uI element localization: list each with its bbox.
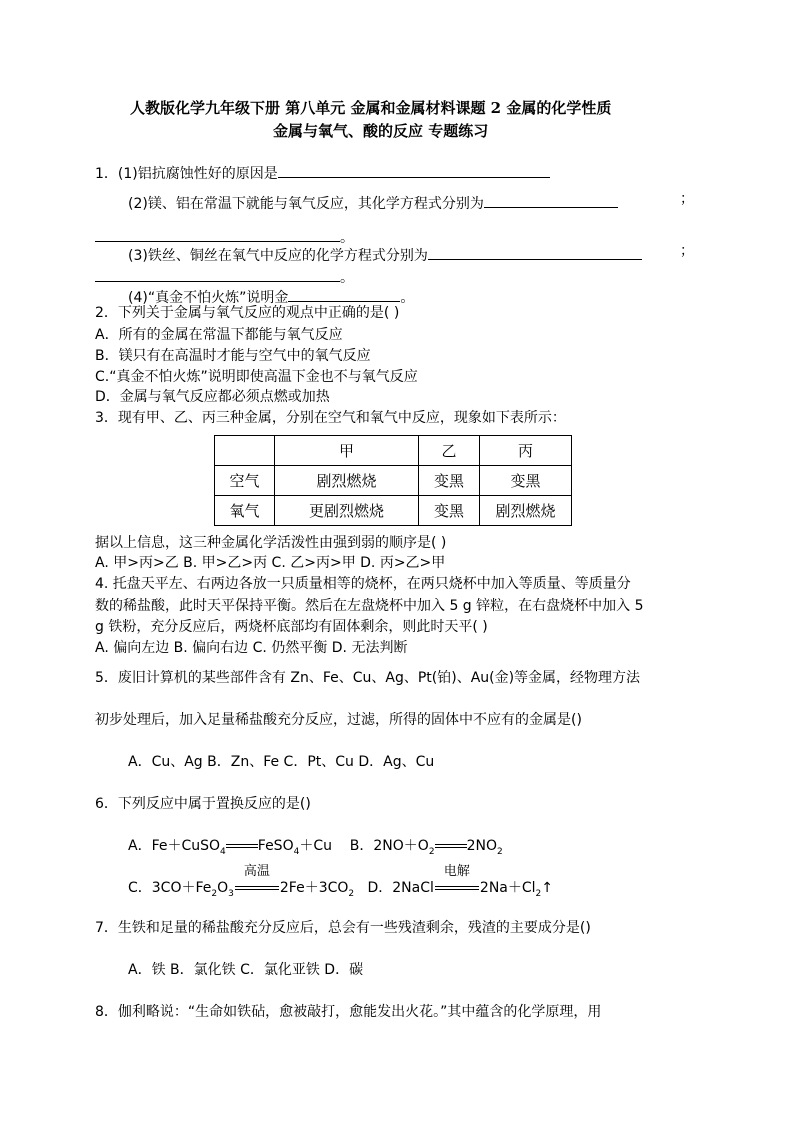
q4-options: A. 偏向左边 B. 偏向右边 C. 仍然平衡 D. 无法判断: [95, 640, 408, 656]
reaction-condition: [434, 864, 480, 895]
equals-sign: [435, 886, 479, 890]
q1-semicolon: ；: [680, 191, 694, 207]
q5-line2: 初步处理后，加入足量稀盐酸充分反应，过滤，所得的固体中不应有的金属是(): [95, 712, 582, 728]
q1-part2-text: (2)镁、铝在常温下就能与氧气反应，其化学方程式分别为: [128, 196, 484, 212]
subscript: 2: [496, 846, 503, 857]
q2-option-d: D．金属与氧气反应都必须点燃或加热: [95, 389, 330, 405]
q6-b-label: B．2NO＋O: [349, 838, 429, 854]
page-title-line2: 金属与氧气、酸的反应 专题练习: [273, 122, 489, 140]
q8-stem: 8．伽利略说：“生命如铁砧，愈被敲打，愈能发出火花。”其中蕴含的化学原理，用: [95, 1004, 602, 1020]
q6-options-ab: [128, 839, 503, 857]
q1-part1: [95, 162, 550, 181]
q1-part3-line2: [95, 266, 354, 285]
table-cell: 空气: [215, 466, 275, 496]
subscript: 2: [428, 846, 435, 857]
table-cell: 变黑: [419, 496, 480, 526]
q5-line1: 5．废旧计算机的某些部件含有 Zn、Fe、Cu、Ag、Pt(铂)、Au(金)等金属，经物理方法: [95, 670, 641, 686]
q2-option-b: B．镁只有在高温时才能与空气中的氧气反应: [95, 348, 371, 364]
q6-options-cd: [128, 864, 553, 899]
period: 。: [400, 290, 415, 306]
reaction-table: [214, 435, 572, 526]
answer-blank[interactable]: [95, 266, 340, 282]
q2-option-a: A．所有的金属在常温下都能与氧气反应: [95, 327, 343, 343]
q6-d-product: 2Na＋Cl: [479, 880, 536, 896]
q1-part3: [128, 244, 642, 263]
period: 。: [340, 230, 354, 246]
table-cell: 剧烈燃烧: [275, 466, 419, 496]
equals-sign: [226, 844, 258, 848]
table-cell: 变黑: [419, 466, 480, 496]
gas-up-arrow-icon: ↑: [541, 880, 553, 896]
q6-a-end: ＋Cu: [299, 838, 332, 854]
q6-a-product: FeSO: [257, 838, 294, 854]
subscript: 3: [228, 888, 234, 899]
q2-option-c: C.“真金不怕火炼”说明即使高温下金也不与氧气反应: [95, 369, 418, 385]
q3-stem: 3．现有甲、乙、丙三种金属，分别在空气和氧气中反应，现象如下表所示：: [95, 410, 566, 426]
q2-stem: 2．下列关于金属与氧气反应的观点中正确的是( ): [95, 305, 400, 321]
q1-part2: [128, 192, 618, 211]
q6-d-label: D．2NaCl: [367, 880, 434, 896]
table-row: [215, 496, 572, 526]
q3-question: 据以上信息，这三种金属化学活泼性由强到弱的顺序是( ): [95, 535, 447, 551]
q6-b-product: 2NO: [466, 838, 497, 854]
table-header-cell: 甲: [275, 436, 419, 466]
table-row: [215, 466, 572, 496]
subscript: 2: [535, 888, 542, 899]
answer-blank[interactable]: [484, 192, 618, 208]
equals-sign: [435, 844, 467, 848]
q7-stem: 7．生铁和足量的稀盐酸充分反应后，总会有一些残渣剩余，残渣的主要成分是(): [95, 920, 591, 936]
subscript: 4: [220, 846, 226, 857]
q5-options: A．Cu、Ag B．Zn、Fe C．Pt、Cu D．Ag、Cu: [128, 754, 435, 770]
condition-label: 高温: [243, 864, 270, 879]
q1-semicolon-2: ；: [680, 243, 694, 259]
table-cell: 变黑: [480, 466, 572, 496]
answer-blank[interactable]: [95, 226, 340, 242]
table-header-cell: 丙: [480, 436, 572, 466]
q1-part4: [128, 286, 414, 305]
q1-part2-line2: [95, 226, 354, 245]
q1-part3-text: (3)铁丝、铜丝在氧气中反应的化学方程式分别为: [128, 248, 428, 264]
answer-blank[interactable]: [428, 244, 642, 260]
answer-blank[interactable]: [288, 286, 400, 302]
oxygen-symbol: O: [217, 880, 229, 896]
q1-part1-text: 1．(1)铝抗腐蚀性好的原因是: [95, 166, 278, 182]
table-header-row: [215, 436, 572, 466]
q6-a-label: A．Fe＋CuSO: [128, 838, 221, 854]
page-title-line1: 人教版化学九年级下册 第八单元 金属和金属材料课题 2 金属的化学性质: [130, 99, 612, 117]
q7-options: A．铁 B．氯化铁 C．氯化亚铁 D．碳: [128, 962, 364, 978]
answer-blank[interactable]: [278, 162, 550, 178]
equals-sign: [235, 886, 279, 890]
subscript: 2: [211, 888, 218, 899]
q1-part4-text: (4)“真金不怕火炼”说明金: [128, 290, 289, 306]
condition-label: 电解: [443, 864, 470, 879]
q4-line3: g 铁粉，充分反应后，两烧杯底部均有固体剩余，则此时天平( ): [95, 619, 488, 635]
q4-line1: 4. 托盘天平左、右两边各放一只质量相等的烧杯，在两只烧杯中加入等质量、等质量分: [95, 576, 631, 592]
reaction-condition: [234, 864, 280, 895]
table-cell: 剧烈燃烧: [480, 496, 572, 526]
subscript: 4: [293, 846, 300, 857]
q6-c-label: C．3CO＋Fe: [128, 880, 212, 896]
table-header-cell: [215, 436, 275, 466]
table-header-cell: 乙: [419, 436, 480, 466]
period: 。: [340, 270, 354, 286]
q6-c-product: 2Fe＋3CO: [279, 880, 349, 896]
table-cell: 更剧烈燃烧: [275, 496, 419, 526]
q4-line2: 数的稀盐酸，此时天平保持平衡。然后在左盘烧杯中加入 5 g 锌粒，在右盘烧杯中加入 5: [95, 598, 644, 614]
q6-stem: 6．下列反应中属于置换反应的是(): [95, 796, 311, 812]
q3-options: A. 甲>丙>乙 B. 甲>乙>丙 C. 乙>丙>甲 D. 丙>乙>甲: [95, 555, 446, 571]
subscript: 2: [348, 888, 355, 899]
table-cell: 氧气: [215, 496, 275, 526]
